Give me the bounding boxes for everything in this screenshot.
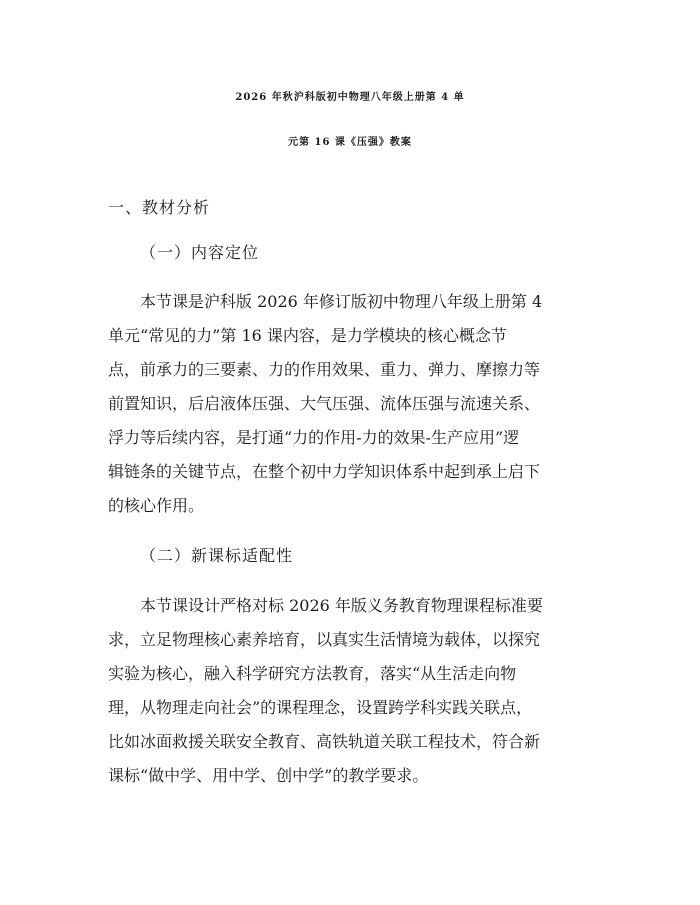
paragraph-line: 点，前承力的三要素、力的作用效果、重力、弹力、摩擦力等 xyxy=(108,360,541,379)
paragraph-line: 比如冰面救援关联安全教育、高铁轨道关联工程技术，符合新 xyxy=(108,732,541,751)
paragraph-line: 课标“做中学、用中学、创中学”的教学要求。 xyxy=(108,766,429,785)
section-heading: 一、教材分析 xyxy=(108,198,211,217)
paragraph-line: 单元“常见的力”第 16 课内容，是力学模块的核心概念节 xyxy=(108,326,507,345)
paragraph-line: 浮力等后续内容，是打通“力的作用-力的效果-生产应用”逻 xyxy=(108,428,520,447)
paragraph-line: 理，从物理走向社会”的课程理念，设置跨学科实践关联点， xyxy=(108,698,533,717)
document-title-line-1: 2026 年秋沪科版初中物理八年级上册第 4 单 xyxy=(235,92,465,103)
paragraph-line: 本节课是沪科版 2026 年修订版初中物理八年级上册第 4 xyxy=(140,292,543,311)
document-title-line-2: 元第 16 课《压强》教案 xyxy=(288,137,412,148)
paragraph-line: 前置知识，后启液体压强、大气压强、流体压强与流速关系、 xyxy=(108,394,541,413)
subsection-heading-1: （一）内容定位 xyxy=(140,243,260,262)
paragraph-line: 辑链条的关键节点，在整个初中力学知识体系中起到承上启下 xyxy=(108,462,541,481)
paragraph-line: 实验为核心，融入科学研究方法教育，落实“从生活走向物 xyxy=(108,664,517,683)
subsection-heading-2: （二）新课标适配性 xyxy=(140,546,294,565)
paragraph-line: 求，立足物理核心素养培育，以真实生活情境为载体，以探究 xyxy=(108,630,541,649)
paragraph-line: 的核心作用。 xyxy=(108,496,205,515)
paragraph-line: 本节课设计严格对标 2026 年版义务教育物理课程标准要 xyxy=(140,596,543,615)
